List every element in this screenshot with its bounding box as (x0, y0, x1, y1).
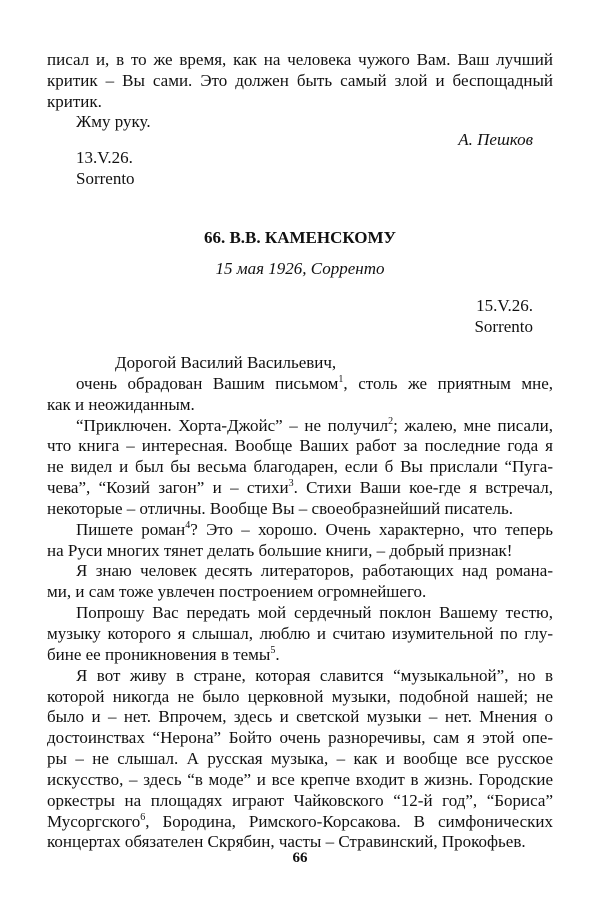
footnote-ref: 2 (388, 415, 394, 427)
text-line: Попрошу Вас передать мой сердечный поклон Вашему тестю, (76, 603, 553, 623)
text-line: было и – нет. Впрочем, здесь и светской музыки – нет. Мнения о (47, 707, 553, 727)
paragraph (47, 666, 553, 854)
signature: А. Пешков (458, 130, 533, 149)
letter-header (47, 228, 553, 249)
paragraph (47, 561, 553, 603)
letter-heading: 66. В.В. КАМЕНСКОМУ (203, 228, 397, 247)
letter-place: Sorrento (474, 316, 533, 336)
footnote-ref: 1 (338, 373, 344, 385)
footnote-ref: 5 (270, 644, 276, 656)
text-line: на Руси многих тянет делать большие книги, – добрый признак! (47, 540, 513, 560)
page-number: 66 (292, 850, 308, 866)
text-line: оркестры на площадях играют Чайковского “12-й год”, “Бориса” (47, 790, 553, 810)
paragraph (47, 374, 553, 416)
text-line: ры – не слышал. А русская музыка, – как и вообще все русское (47, 749, 553, 769)
letter-body (47, 353, 553, 853)
paragraph (47, 603, 553, 666)
text-line: ми, и сам тоже увлечен построением огромнейшего. (47, 582, 427, 602)
prev-place: Sorrento (76, 168, 135, 188)
page-footer (47, 848, 553, 869)
text-line: некоторые – отличны. Вообще Вы – своеобразнейший писатель. (47, 498, 513, 518)
text-line: концертах обязателен Скрябин, часты – Стравинский, Прокофьев. (47, 832, 526, 852)
letter-subtitle-block (47, 259, 553, 280)
letter-dateline (47, 296, 553, 338)
text-line: Я вот живу в стране, которая славится “музыкальной”, но в (76, 665, 553, 685)
text-line: очень обрадован Вашим письмом$^1$, столь же приятным мне, (76, 373, 553, 393)
text-line: как и неожиданным. (47, 394, 195, 414)
text-line: чева”, “Козий загон” и – стихи$^3$. Стихи Ваши кое-где я встречал, (47, 478, 553, 498)
paragraph (47, 416, 553, 520)
paragraph (47, 520, 553, 562)
text-line: музыку которого я слышал, люблю и считаю изумительной по глу- (47, 623, 553, 643)
previous-letter-dateline (47, 148, 553, 190)
text-line: Мусоргского$^6$, Бородина, Римского-Корсакова. В симфонических (47, 811, 553, 831)
text-line: Пишете роман$^4$? Это – хорошо. Очень характерно, что теперь (76, 519, 553, 539)
letter-subtitle: 15 мая 1926, Сорренто (215, 259, 385, 278)
closing: Жму руку. (76, 112, 151, 131)
text-line: искусство, – здесь “в моде” и все крепче входит в жизнь. Городские (47, 769, 553, 789)
text-line: достоинствах “Нерона” Бойто очень разноречивы, сам я этой опе- (47, 728, 553, 748)
text-line: писал и, в то же время, как на человека чужого Вам. Ваш лучший (47, 50, 553, 69)
text-line: критик. (47, 91, 102, 111)
text-line: бине ее проникновения в темы$^5$. (47, 644, 280, 664)
footnote-ref: 3 (288, 478, 294, 490)
letter-date: 15.V.26. (476, 296, 533, 315)
text-line: которой никогда не было церковной музыки, подобной нашей; не (47, 686, 553, 706)
footnote-ref: 4 (185, 519, 191, 531)
top-paragraph (47, 50, 553, 113)
text-line: Я знаю человек десять литераторов, работающих над романа- (76, 561, 553, 581)
prev-date: 13.V.26. (76, 148, 133, 167)
text-line: не видел и был бы весьма благодарен, если б Вы прислали “Пуга- (47, 457, 553, 477)
text-line: “Приключен. Хорта-Джойс” – не получил$^2$; жалею, мне писали, (76, 415, 553, 435)
text-line: что книга – интересная. Вообще Ваших работ за последние года я (47, 436, 553, 456)
footnote-ref: 6 (140, 811, 146, 823)
salutation: Дорогой Василий Васильевич, (115, 353, 337, 372)
text-line: критик – Вы сами. Это должен быть самый злой и беспощадный (47, 70, 553, 90)
